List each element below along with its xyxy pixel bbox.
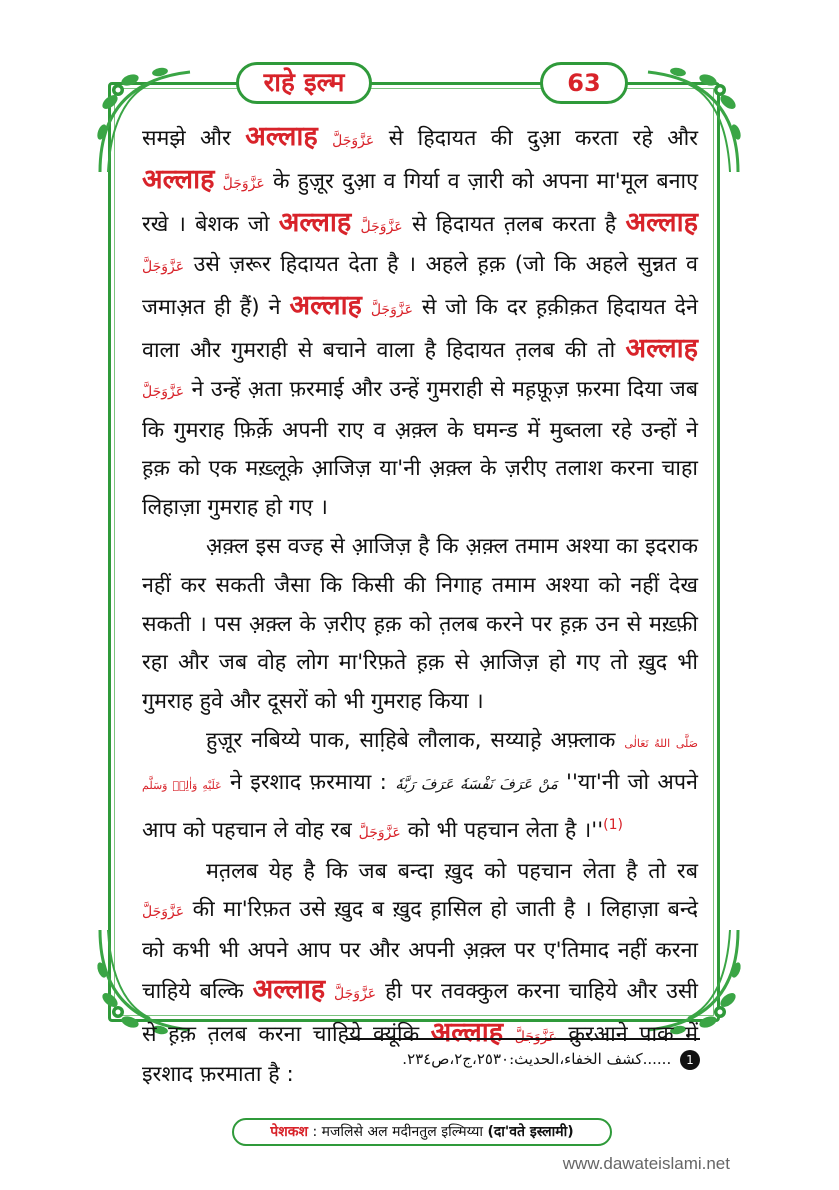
text-run: ने इरशाद फ़रमाया : xyxy=(230,769,387,795)
footnote-number: 1 xyxy=(680,1050,700,1070)
book-title: राहे इल्म xyxy=(236,62,372,104)
footer-text: : मजलिसे अल मदीनतुल इल्मिय्या xyxy=(312,1124,484,1140)
text-run: के हुज़ूर दुआ़ व गिर्या व ज़ारी को अपना मा'मूल बनाए रखे । बेशक जो xyxy=(142,168,698,237)
text-run: हुज़ूर नबिय्ये पाक, साहि़बे लौलाक, सय्याहे़ अफ़्लाक xyxy=(206,727,616,753)
body-text xyxy=(142,118,698,1095)
azza-wa-jal: عَزَّوَجَلَّ xyxy=(142,383,185,400)
text-run: से हिदायत की दुआ़ करता रहे और xyxy=(388,126,698,151)
azza-wa-jal: عَزَّوَجَلَّ xyxy=(222,175,265,192)
allah-word: अल्लाह xyxy=(625,206,698,238)
publisher-footer xyxy=(232,1118,612,1146)
allah-word: अल्लाह xyxy=(252,973,326,1005)
azza-wa-jal: عَزَّوَجَلَّ xyxy=(514,1028,557,1045)
salawat-honorific: صَلَّى اللهُ تَعَالٰى عَلَيْهِ وَاٰلِهٖ وَسَلَّم xyxy=(142,736,698,792)
text-run: मत़लब येह है कि जब बन्दा ख़ुद को पहचान लेता है तो रब xyxy=(206,858,698,884)
footnote-text: ......كشف الخفاء،الحديث:٢٥٣٠،ج٢،ص٢٣٤. xyxy=(402,1050,672,1068)
text-run: की मा'रिफ़त उसे ख़ुद ब ख़ुद ह़ासिल हो जाती है । लिहाज़ा बन्दे को कभी भी अपने आप पर और अपनी अ़क़्ल पर ए'तिमाद नहीं करना चाहिये बल्कि xyxy=(142,897,698,1004)
azza-wa-jal: عَزَّوَجَلَّ xyxy=(358,824,401,841)
allah-word: अल्लाह xyxy=(289,290,362,322)
allah-word: अल्लाह xyxy=(245,121,318,152)
footnote-reference[interactable]: (1) xyxy=(603,816,623,833)
azza-wa-jal: عَزَّوَجَلَّ xyxy=(142,904,185,921)
website-link[interactable]: www.dawateislami.net xyxy=(562,1154,730,1173)
text-run: उसे ज़रूर हिदायत देता है । अहले ह़क़ (जो कि अहले सुन्नत व जमाअ़त ही हैं) ने xyxy=(142,252,698,321)
allah-word: अल्लाह xyxy=(278,206,352,238)
azza-wa-jal: عَزَّوَجَلَّ xyxy=(360,218,403,235)
paragraph-1 xyxy=(142,118,698,528)
text-run: से जो कि दर ह़क़ीक़त हिदायत देने वाला और गुमराही से बचाने वाला है हिदायत त़लब की तो xyxy=(142,295,698,363)
footnote-divider xyxy=(346,1038,700,1040)
text-run: को भी पहचान लेता है ।'' xyxy=(407,817,604,843)
arabic-hadith-quote: مَنْ عَرَفَ نَفْسَهٗ عَرَفَ رَبَّهٗ xyxy=(395,774,558,793)
text-run: ने उन्हें अ़ता फ़रमाई और उन्हें गुमराही से मह़फ़ूज़ फ़रमा दिया जब कि गुमराह फ़िर्क़े अपनी राए व अ़क़्ल के घमन्ड में मुब्तला रहे उन्हों ने ह़क़ को एक मख़्लूक़े आ़जिज़ या'नी अ़क़्ल के ज़रीए तलाश करना चाहा लिहाज़ा गुमराह हो गए । xyxy=(142,376,698,521)
azza-wa-jal: عَزَّوَجَلَّ xyxy=(370,302,413,319)
allah-word: अल्लाह xyxy=(142,163,215,195)
text-run: क़ुरआने पाक में इरशाद फ़रमाता है : xyxy=(142,1021,698,1088)
allah-word: अल्लाह xyxy=(430,1016,504,1048)
azza-wa-jal: عَزَّوَجَلَّ xyxy=(332,133,375,149)
text-run: समझे और xyxy=(142,126,231,151)
paragraph-3 xyxy=(142,722,698,853)
paragraph-2: अ़क़्ल इस वज्ह से आ़जिज़ है कि अ़क़्ल तमाम अश्या का इदराक नहीं कर सकती जैसा कि किसी की निगाह तमाम अश्या को नहीं देख सकती । पस अ़क़्ल के ज़रीए ह़क़ को त़लब करने पर ह़क़ उन से मख़्फ़ी रहा और जब वोह लोग मा'रिफ़ते ह़क़ से आ़जिज़ हो गए तो ख़ुद भी गुमराह हुवे और दूसरों को भी गुमराह किया । xyxy=(142,533,698,715)
footer-label: पेशकश xyxy=(270,1124,309,1140)
text-run: ही पर तवक्कुल करना चाहिये और उसी से ह़क़ त़लब करना चाहिये क्यूंकि xyxy=(142,978,698,1047)
allah-word: अल्लाह xyxy=(625,332,698,364)
text-run: से हिदायत त़लब करता है xyxy=(411,211,617,237)
footnote xyxy=(300,1050,700,1070)
azza-wa-jal: عَزَّوَجَلَّ xyxy=(142,259,185,276)
text-run: ''या'नी जो अपने आप को पहचान ले वोह रब xyxy=(142,769,698,843)
page-number: 63 xyxy=(540,62,628,104)
azza-wa-jal: عَزَّوَجَلَّ xyxy=(334,985,377,1002)
footer-org: (दा'वते इस्लामी) xyxy=(487,1124,574,1140)
